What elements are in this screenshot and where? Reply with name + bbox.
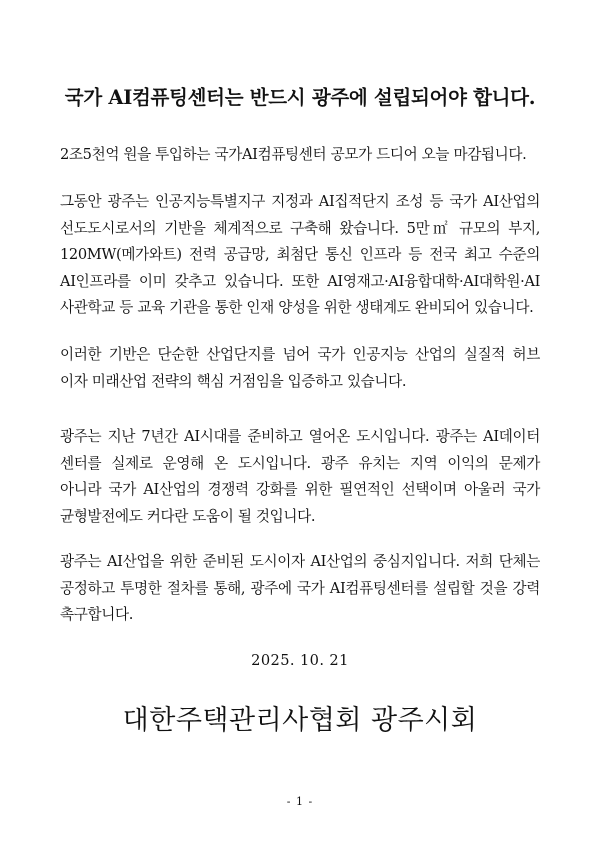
document-date: 2025. 10. 21 [251,652,349,669]
paragraph-2 [60,189,540,322]
paragraph-line: 2조5천억 원을 투입하는 국가AI컴퓨팅센터 공모가 드디어 오늘 마감됩니다. [60,146,527,163]
paragraph-line: 이러한 기반은 단순한 산업단지를 넘어 국가 인공지능 산업의 실질적 허브 [60,346,540,363]
paragraph-line: 이자 미래산업 전략의 핵심 거점임을 입증하고 있습니다. [60,372,407,390]
paragraph-line: 사관학교 등 교육 기관을 통한 인재 양성을 위한 생태계도 완비되어 있습니다. [60,299,534,316]
paragraph-line: 공정하고 투명한 절차를 통해, 광주에 국가 AI컴퓨팅센터를 설립할 것을 강력 [60,579,540,597]
paragraph-line: 광주는 AI산업을 위한 준비된 도시이자 AI산업의 중심지입니다. 저희 단체는 [60,553,540,570]
paragraph-1 [60,142,540,169]
paragraph-line: 센터를 실제로 운영해 온 도시입니다. 광주 유치는 지역 이익의 문제가 [60,454,540,472]
paragraph-line: AI인프라를 이미 갖추고 있습니다. 또한 AI영재고·AI융합대학·AI대학원·AI [60,272,540,290]
page-number: - 1 - [286,795,314,808]
paragraph-line: 아니라 국가 AI산업의 경쟁력 강화를 위한 필연적인 선택이며 아울러 국가 [60,481,540,498]
paragraph-line: 균형발전에도 커다란 도움이 될 것입니다. [60,507,316,525]
paragraph-5 [60,549,540,629]
paragraph-line: 그동안 광주는 인공지능특별지구 지정과 AI집적단지 조성 등 국가 AI산업의 [60,193,540,210]
paragraph-4 [60,424,540,530]
document-title: 국가 AI컴퓨팅센터는 반드시 광주에 설립되어야 합니다. [64,86,536,109]
paragraph-line: 촉구합니다. [60,606,134,623]
organization-name: 대한주택관리사협회 광주시회 [122,705,478,736]
paragraph-3 [60,342,540,395]
paragraph-line: 선도도시로서의 기반을 체계적으로 구축해 왔습니다. 5만㎡ 규모의 부지, [60,219,540,237]
paragraph-line: 120MW(메가와트) 전력 공급망, 최첨단 통신 인프라 등 전국 최고 수준의 [60,246,540,263]
paragraph-line: 광주는 지난 7년간 AI시대를 준비하고 열어온 도시입니다. 광주는 AI데이터 [60,428,540,445]
